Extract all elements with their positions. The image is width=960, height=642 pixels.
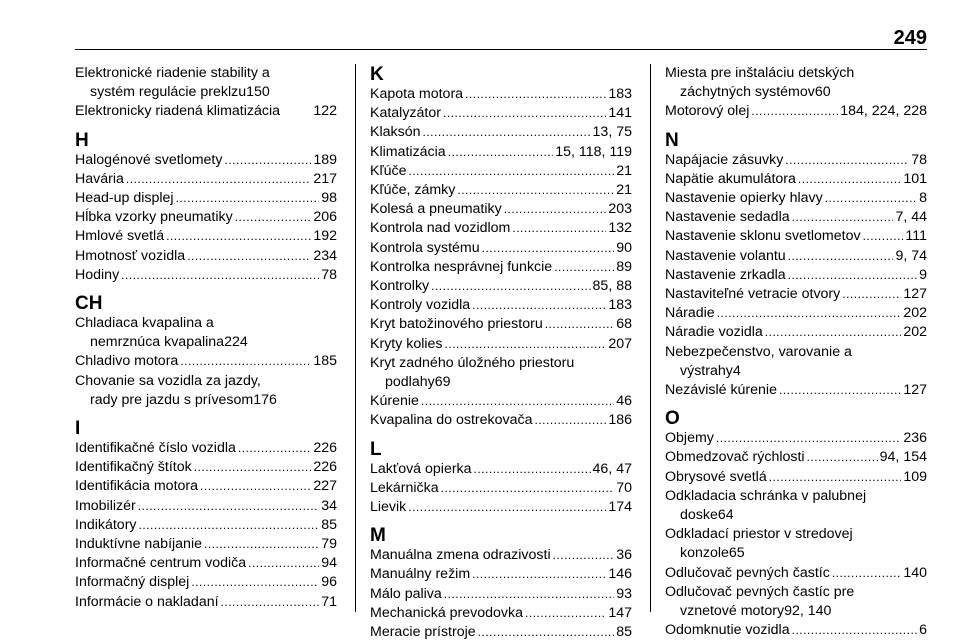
index-term: Kolesá a pneumatiky xyxy=(370,201,502,218)
dot-leader xyxy=(751,102,838,121)
index-term: Kľúče, zámky xyxy=(370,182,456,199)
index-term: Odlučovač pevných častíc xyxy=(665,564,830,581)
index-term-continuation xyxy=(665,362,927,381)
index-term: Miesta pre inštaláciu detských xyxy=(665,65,855,81)
index-entry xyxy=(665,227,927,246)
page-references: 85, 88 xyxy=(592,278,632,295)
page-references: 78 xyxy=(911,151,927,168)
page-references: 13, 75 xyxy=(592,124,632,141)
index-term: Hĺbka vzorky pneumatiky xyxy=(75,209,233,226)
index-entry xyxy=(370,354,632,392)
dot-leader xyxy=(788,266,917,285)
page-references: 34 xyxy=(321,497,337,514)
page-references: 36 xyxy=(616,547,632,564)
index-subterm: vznetové motory xyxy=(680,603,785,620)
index-entry xyxy=(665,487,927,525)
page-references: 147 xyxy=(608,604,632,621)
index-term: Kontrolky xyxy=(370,278,430,295)
dot-leader xyxy=(716,429,901,448)
dot-leader xyxy=(534,411,606,430)
page-references: 93 xyxy=(616,585,632,602)
index-term: Lekárnička xyxy=(370,479,439,496)
dot-leader xyxy=(553,546,615,565)
dot-leader xyxy=(431,277,590,296)
index-term: Lievik xyxy=(370,499,407,516)
index-entry xyxy=(370,143,632,162)
index-term: Kontrolka nesprávnej funkcie xyxy=(370,258,553,275)
dot-leader xyxy=(191,573,319,592)
index-entry xyxy=(665,448,927,467)
index-term: Chovanie sa vozidla za jazdy, xyxy=(75,372,261,389)
index-entry xyxy=(370,498,632,517)
index-group-letter: N xyxy=(665,129,679,151)
dot-leader xyxy=(221,593,320,612)
page-references: 21 xyxy=(616,162,632,179)
index-entry xyxy=(665,304,927,323)
dot-leader xyxy=(832,564,902,583)
index-subterm: doske xyxy=(680,507,718,524)
index-entry xyxy=(75,247,337,266)
index-entry xyxy=(75,535,337,554)
page-references: 224 xyxy=(224,334,248,351)
page-references: 46 xyxy=(616,393,632,410)
index-column-1 xyxy=(75,64,337,612)
index-group-letter: CH xyxy=(75,293,103,315)
index-term: Nastavenie sedadla xyxy=(665,209,790,226)
index-column-2 xyxy=(370,64,632,642)
dot-leader xyxy=(525,604,606,623)
page-references: 127 xyxy=(903,382,927,399)
index-group-letter: M xyxy=(370,525,386,547)
dot-leader xyxy=(139,516,320,535)
index-term: Kúrenie xyxy=(370,393,419,410)
dot-leader xyxy=(238,439,311,458)
index-subterm: rady pre jazdu s prívesom xyxy=(90,391,254,408)
dot-leader xyxy=(472,565,606,584)
dot-leader xyxy=(421,392,614,411)
page-references: 183 xyxy=(608,86,632,102)
page-references: 234 xyxy=(313,247,337,264)
page-references: 15, 118, 119 xyxy=(555,143,632,160)
index-entry xyxy=(75,593,337,612)
index-term-continuation xyxy=(75,391,337,410)
dot-leader xyxy=(444,585,614,604)
index-term: Nastavenie opierky hlavy xyxy=(665,190,823,207)
index-term: Imobilizér xyxy=(75,497,136,514)
index-term: Kontroly vozidla xyxy=(370,297,471,314)
index-entry xyxy=(75,151,337,170)
index-entry xyxy=(665,564,927,583)
dot-leader xyxy=(235,208,312,227)
dot-leader xyxy=(126,170,311,189)
page-references: 185 xyxy=(313,353,337,370)
page-references: 186 xyxy=(608,412,632,429)
index-entry xyxy=(75,477,337,496)
page-references: 203 xyxy=(608,201,632,218)
index-entry xyxy=(665,102,927,121)
index-term-continuation xyxy=(75,83,337,102)
dot-leader xyxy=(138,497,320,516)
index-subterm: výstrahy xyxy=(680,362,733,379)
index-term: Nastavenie zrkadla xyxy=(665,266,786,283)
page-references: 9, 74 xyxy=(895,247,927,264)
dot-leader xyxy=(482,239,615,258)
page-references: 174 xyxy=(608,499,632,516)
page-references: 146 xyxy=(608,566,632,583)
page-references: 9 xyxy=(919,266,927,283)
index-term: Katalyzátor xyxy=(370,105,441,122)
dot-leader xyxy=(779,381,901,400)
index-term: Nezávislé kúrenie xyxy=(665,382,777,399)
index-term-continuation xyxy=(370,373,632,392)
index-entry xyxy=(75,497,337,516)
index-term: Havária xyxy=(75,170,124,187)
dot-leader xyxy=(478,623,615,642)
index-entry xyxy=(370,392,632,411)
page-references: 92, 140 xyxy=(784,603,832,620)
page-references: 65 xyxy=(728,545,745,562)
index-term: Hmotnosť vozidla xyxy=(75,247,186,264)
index-entry xyxy=(75,266,337,285)
page-references: 8 xyxy=(919,190,927,207)
index-entry xyxy=(370,460,632,479)
index-subterm: podlahy xyxy=(385,374,435,391)
page-references: 94 xyxy=(321,555,337,572)
dot-leader xyxy=(448,143,554,162)
index-entry xyxy=(75,189,337,208)
page-references: 207 xyxy=(608,335,632,352)
dot-leader xyxy=(825,189,917,208)
index-entry xyxy=(665,621,927,640)
page-references: 101 xyxy=(903,170,927,187)
index-entry xyxy=(75,458,337,477)
index-entry xyxy=(665,583,927,621)
index-term-continuation xyxy=(665,544,927,563)
index-group-letter: H xyxy=(75,129,89,151)
index-term: Hodiny xyxy=(75,266,120,283)
index-term: Halogénové svetlomety xyxy=(75,151,223,168)
index-term: Chladiaca kvapalina a xyxy=(75,315,214,332)
page-references: 68 xyxy=(616,316,632,333)
index-entry xyxy=(75,439,337,458)
page-references: 96 xyxy=(321,574,337,591)
dot-leader xyxy=(443,104,606,123)
index-entry xyxy=(665,285,927,304)
index-term: Chladivo motora xyxy=(75,353,179,370)
index-column-3 xyxy=(665,64,927,640)
index-term: Induktívne nabíjanie xyxy=(75,536,202,553)
index-entry xyxy=(665,151,927,170)
index-entry xyxy=(370,315,632,334)
page-references: 85 xyxy=(616,624,632,641)
index-entry xyxy=(370,258,632,277)
dot-leader xyxy=(717,304,902,323)
index-term: Kapota motora xyxy=(370,86,464,102)
index-term: Kontrola nad vozidlom xyxy=(370,220,511,237)
index-term: Manuálny režim xyxy=(370,566,471,583)
index-term: Nebezpečenstvo, varovanie a xyxy=(665,343,852,360)
index-entry xyxy=(75,554,337,573)
index-entry xyxy=(665,64,927,102)
index-term: Klaksón xyxy=(370,124,421,141)
page-references: 127 xyxy=(903,286,927,303)
index-entry xyxy=(665,266,927,285)
index-term: Obrysové svetlá xyxy=(665,468,767,485)
index-term-continuation xyxy=(75,333,337,352)
page-references: 183 xyxy=(608,297,632,314)
column-divider-1 xyxy=(355,64,356,612)
index-term: Informačný displej xyxy=(75,574,190,591)
index-term: Informačné centrum vodiča xyxy=(75,555,247,572)
page-references: 6 xyxy=(919,622,927,639)
page-references: 94, 154 xyxy=(879,449,927,466)
dot-leader xyxy=(474,460,591,479)
dot-leader xyxy=(842,285,901,304)
index-entry xyxy=(370,565,632,584)
page-references: 202 xyxy=(903,324,927,341)
index-group-letter: O xyxy=(665,408,680,430)
page-references: 226 xyxy=(313,440,337,457)
page-references: 189 xyxy=(313,151,337,168)
index-entry xyxy=(370,411,632,430)
index-term: Indikátory xyxy=(75,516,137,533)
index-entry xyxy=(665,343,927,381)
page-references: 122 xyxy=(313,103,337,120)
page-references: 7, 44 xyxy=(895,209,927,226)
page-references: 176 xyxy=(253,391,277,408)
index-entry xyxy=(75,573,337,592)
page-references: 227 xyxy=(313,478,337,495)
index-term: Kvapalina do ostrekovača xyxy=(370,412,533,429)
dot-leader xyxy=(204,535,319,554)
index-entry xyxy=(370,123,632,142)
index-entry xyxy=(75,64,337,102)
dot-leader xyxy=(121,266,319,285)
dot-leader xyxy=(792,208,894,227)
dot-leader xyxy=(792,621,918,640)
dot-leader xyxy=(445,335,607,354)
index-term: Náradie xyxy=(665,305,715,322)
page-references: 98 xyxy=(321,190,337,207)
index-term: Motorový olej xyxy=(665,103,750,120)
page-references: 202 xyxy=(903,305,927,322)
dot-leader xyxy=(554,258,614,277)
dot-leader xyxy=(457,181,614,200)
page-references: 89 xyxy=(616,258,632,275)
dot-leader xyxy=(176,189,320,208)
index-term: Kryt batožinového priestoru xyxy=(370,316,543,333)
page-references: 140 xyxy=(903,564,927,581)
dot-leader xyxy=(194,458,312,477)
index-term: Nastavenie volantu xyxy=(665,247,786,264)
dot-leader xyxy=(472,296,606,315)
dot-leader xyxy=(408,162,614,181)
index-term: Obmedzovač rýchlosti xyxy=(665,449,805,466)
index-group-letter: K xyxy=(370,64,384,85)
index-entry xyxy=(370,239,632,258)
page-references: 150 xyxy=(246,84,270,101)
index-term: Nastaviteľné vetracie otvory xyxy=(665,286,841,303)
index-subterm: konzole xyxy=(680,545,729,562)
page-references: 60 xyxy=(814,84,831,101)
page-references: 132 xyxy=(608,220,632,237)
dot-leader xyxy=(200,477,311,496)
dot-leader xyxy=(224,151,311,170)
index-entry xyxy=(665,525,927,563)
index-subterm: nemrznúca kvapalina xyxy=(90,334,225,351)
index-entry xyxy=(370,162,632,181)
dot-leader xyxy=(512,219,606,238)
page-references: 71 xyxy=(321,593,337,610)
index-term: Hmlové svetlá xyxy=(75,228,165,245)
index-entry xyxy=(665,170,927,189)
index-group-letter: I xyxy=(75,418,81,440)
index-term: Odkladací priestor v stredovej xyxy=(665,526,853,543)
dot-leader xyxy=(187,247,311,266)
page-references: 217 xyxy=(313,170,337,187)
index-entry xyxy=(370,296,632,315)
index-term-continuation xyxy=(665,506,927,525)
page-references: 226 xyxy=(313,459,337,476)
index-entry xyxy=(75,372,337,410)
index-term: Elektronické riadenie stability a xyxy=(75,65,270,81)
dot-leader xyxy=(798,170,901,189)
page-number: 249 xyxy=(893,27,927,49)
page-references: 111 xyxy=(905,228,927,245)
index-entry xyxy=(75,102,337,121)
index-term: Odlučovač pevných častíc pre xyxy=(665,583,855,600)
index-subterm: systém regulácie preklzu xyxy=(90,84,247,101)
index-term-continuation xyxy=(665,83,927,102)
dot-leader xyxy=(465,85,606,104)
page-references: 141 xyxy=(608,105,632,122)
index-entry xyxy=(370,604,632,623)
index-term: Head-up displej xyxy=(75,190,174,207)
index-subterm: záchytných systémov xyxy=(680,84,815,101)
index-term: Elektronicky riadená klimatizácia xyxy=(75,103,281,120)
dot-leader xyxy=(863,227,904,246)
index-entry xyxy=(75,227,337,246)
index-entry xyxy=(370,585,632,604)
index-term: Odkladacia schránka v palubnej xyxy=(665,487,867,504)
column-divider-2 xyxy=(650,64,651,612)
header-rule xyxy=(75,49,927,50)
index-term: Objemy xyxy=(665,430,714,447)
index-entry xyxy=(665,468,927,487)
index-entry xyxy=(665,208,927,227)
dot-leader xyxy=(769,468,902,487)
index-term: Málo paliva xyxy=(370,585,442,602)
page-references: 64 xyxy=(717,507,734,524)
index-term: Kryt zadného úložného priestoru xyxy=(370,354,575,371)
index-group-letter: L xyxy=(370,438,382,460)
index-entry xyxy=(665,429,927,448)
page-references: 70 xyxy=(616,479,632,496)
index-term-continuation xyxy=(665,602,927,621)
index-term: Napätie akumulátora xyxy=(665,170,796,187)
index-term: Identifikačný štítok xyxy=(75,459,192,476)
index-term: Kontrola systému xyxy=(370,239,480,256)
index-entry xyxy=(370,335,632,354)
page-references: 4 xyxy=(732,362,741,379)
index-entry xyxy=(75,352,337,371)
index-entry xyxy=(370,479,632,498)
index-term: Mechanická prevodovka xyxy=(370,604,523,621)
index-entry xyxy=(75,516,337,535)
page-references: 78 xyxy=(321,266,337,283)
dot-leader xyxy=(504,200,607,219)
index-entry xyxy=(665,189,927,208)
index-entry xyxy=(75,208,337,227)
index-term: Odomknutie vozidla xyxy=(665,622,790,639)
page-references: 184, 224, 228 xyxy=(840,103,927,120)
index-entry xyxy=(665,381,927,400)
page-references: 85 xyxy=(321,516,337,533)
index-term: Nastavenie sklonu svetlometov xyxy=(665,228,861,245)
page-references: 21 xyxy=(616,182,632,199)
index-entry xyxy=(370,277,632,296)
index-entry xyxy=(370,200,632,219)
dot-leader xyxy=(441,479,615,498)
page-references: 69 xyxy=(434,374,451,391)
dot-leader xyxy=(785,151,909,170)
dot-leader xyxy=(166,227,311,246)
page-references: 46, 47 xyxy=(592,460,632,477)
index-term: Kľúče xyxy=(370,162,407,179)
page-references: 79 xyxy=(321,536,337,553)
index-term: Informácie o nakladaní xyxy=(75,593,219,610)
page-references: 206 xyxy=(313,209,337,226)
dot-leader xyxy=(248,554,319,573)
index-term: Napájacie zásuvky xyxy=(665,151,784,168)
page-references: 90 xyxy=(616,239,632,256)
index-entry xyxy=(370,181,632,200)
dot-leader xyxy=(788,247,894,266)
index-term: Klimatizácia xyxy=(370,143,446,160)
index-entry xyxy=(665,247,927,266)
index-term: Kryty kolies xyxy=(370,335,443,352)
index-entry xyxy=(75,314,337,352)
index-entry xyxy=(370,219,632,238)
index-entry xyxy=(665,323,927,342)
page-references: 236 xyxy=(903,430,927,447)
dot-leader xyxy=(180,352,311,371)
index-entry xyxy=(370,85,632,104)
dot-leader xyxy=(765,323,902,342)
index-term: Identifikácia motora xyxy=(75,478,199,495)
page-references: 109 xyxy=(903,468,927,485)
index-entry xyxy=(370,623,632,642)
index-entry xyxy=(75,170,337,189)
index-term: Meracie prístroje xyxy=(370,624,476,641)
index-entry xyxy=(370,104,632,123)
dot-leader xyxy=(807,448,878,467)
index-term: Lakťová opierka xyxy=(370,460,472,477)
index-term: Identifikačné číslo vozidla xyxy=(75,440,236,457)
index-term: Náradie vozidla xyxy=(665,324,763,341)
dot-leader xyxy=(545,315,615,334)
index-entry xyxy=(370,546,632,565)
page-references: 192 xyxy=(313,228,337,245)
index-term: Manuálna zmena odrazivosti xyxy=(370,547,551,564)
dot-leader xyxy=(422,123,590,142)
dot-leader xyxy=(408,498,606,517)
